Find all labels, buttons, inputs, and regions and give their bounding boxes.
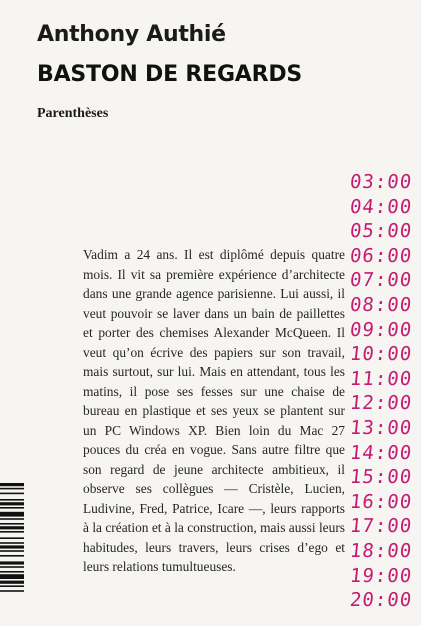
publisher-name: Parenthèses xyxy=(37,106,109,121)
clock-time: 16:00 xyxy=(348,490,414,513)
clock-time: 11:00 xyxy=(348,367,414,390)
barcode-bar xyxy=(0,590,24,592)
clock-time: 20:00 xyxy=(348,589,414,612)
digital-clock-column xyxy=(348,170,414,626)
clock-time: 17:00 xyxy=(348,515,414,538)
barcode-bar xyxy=(0,581,24,584)
clock-time: 14:00 xyxy=(348,441,414,464)
clock-time: 03:00 xyxy=(348,171,414,193)
clock-time: 09:00 xyxy=(348,318,414,341)
clock-time: 12:00 xyxy=(348,392,414,415)
barcode-bar xyxy=(0,537,24,539)
barcode-bar xyxy=(0,499,24,501)
barcode-bar xyxy=(0,507,24,509)
barcode-bar xyxy=(0,545,24,548)
barcode-bar xyxy=(0,574,24,579)
barcode-bar xyxy=(0,571,24,573)
barcode-bar xyxy=(0,561,24,564)
clock-time: 15:00 xyxy=(348,466,414,489)
barcode-bar xyxy=(0,526,24,529)
barcode-bar xyxy=(0,488,24,490)
clock-time: 08:00 xyxy=(348,294,414,316)
barcode-bar xyxy=(0,493,24,495)
clock-time: 05:00 xyxy=(348,220,414,243)
barcode-bar xyxy=(0,483,24,486)
clock-time: 10:00 xyxy=(348,343,414,366)
barcode-bar xyxy=(0,512,24,517)
barcode-bar xyxy=(0,523,24,525)
barcode-bar xyxy=(0,518,24,520)
back-cover-blurb: Vadim a 24 ans. Il est diplômé depuis quatre mois. Il vit sa première expérience d’architecte dans une grande agence parisienne. Lui aussi, il veut pouvoir se laver dans un bain de paillettes et porter des chemises Alexander McQueen. Il veut qu’on écrive des papiers sur son travail, mais surtout, sur lui. Mais en attendant, tous les matins, il pose ses fesses sur une chaise de bureau en plastique et ses yeux se plantent sur un PC Windows XP. Bien loin du Mac 27 pouces du créa en vogue. Sans autre filtre que son regard de jeune architecte ambitieux, il observe ses collègues — Cristèle, Lucien, Ludivine, Fred, Patrice, Icare —, leurs rapports à la création et à la construction, mais aussi leurs habitudes, leurs travers, leurs crises d’ego et leurs relations tumultueuses. xyxy=(83,247,345,574)
barcode-bar xyxy=(0,542,24,544)
clock-time: 06:00 xyxy=(348,244,414,267)
barcode-bar xyxy=(0,550,24,552)
author-name: Anthony Authié xyxy=(37,22,226,47)
barcode-bar xyxy=(0,502,24,505)
clock-time: 18:00 xyxy=(348,540,414,562)
barcode-graphic xyxy=(0,483,24,626)
barcode-bar xyxy=(0,566,24,568)
barcode-bar xyxy=(0,585,24,587)
clock-time: 19:00 xyxy=(348,564,414,587)
clock-time: 07:00 xyxy=(348,269,414,292)
barcode-bar xyxy=(0,555,24,557)
clock-time: 13:00 xyxy=(348,417,414,439)
barcode-bar xyxy=(0,531,24,533)
clock-time: 04:00 xyxy=(348,195,414,218)
book-title: BASTON DE REGARDS xyxy=(37,62,303,87)
